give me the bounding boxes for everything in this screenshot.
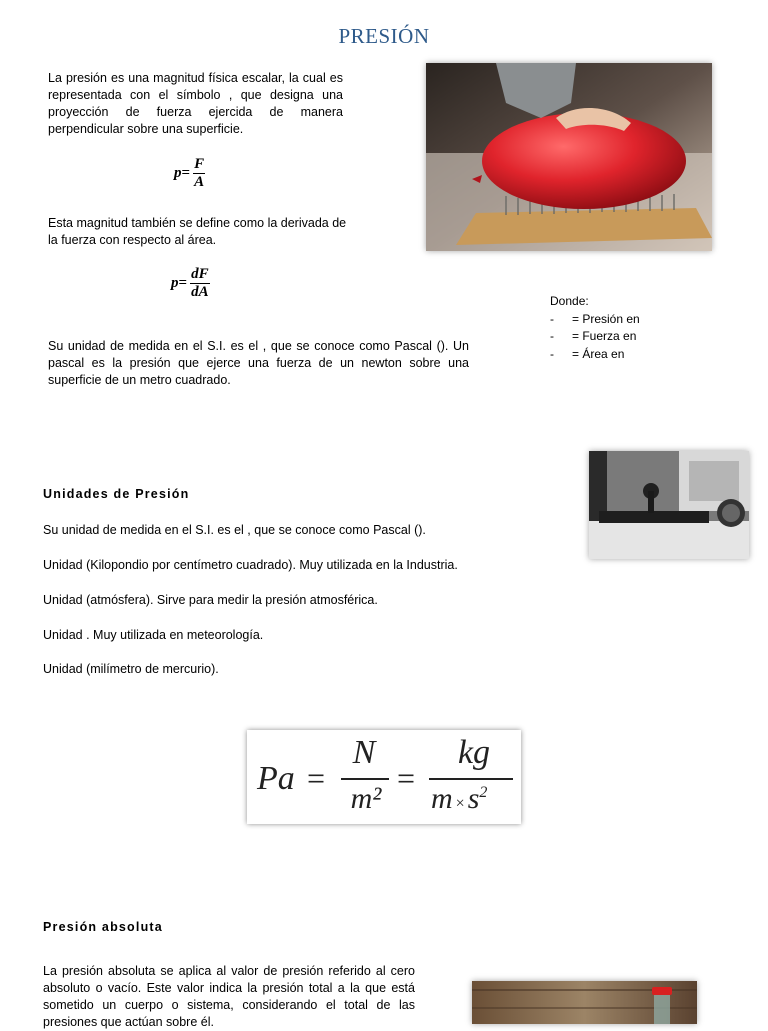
big-formula-bar1 [341, 778, 389, 780]
donde-item: - = Área en [550, 346, 625, 361]
unidades-line: Unidad (atmósfera). Sirve para medir la presión atmosférica. [43, 593, 378, 607]
absoluta-paragraph: La presión absoluta se aplica al valor de presión referido al cero absoluto o vacío. Este valor indica la presión total a la que está sometido un cuerpo o sistema, considerando el total de las presiones que actúan sobre él. [43, 964, 415, 1029]
big-formula-num2: kg [457, 734, 491, 771]
formula-denominator: dA [191, 284, 209, 300]
donde-item: - = Presión en [550, 311, 640, 326]
formula-p-f-over-a [174, 156, 205, 191]
intro-paragraph-1: La presión es una magnitud física escalar, la cual es representada con el símbolo , que designa una proyección de fuerza ejercida de manera perpendicular sobre una superficie. [48, 71, 343, 136]
big-formula-eq1: = [307, 760, 326, 796]
formula-numerator: F [194, 156, 205, 172]
section-heading-absoluta: Presión absoluta [43, 920, 163, 934]
big-formula-bar2 [429, 778, 513, 780]
pressure-valve-photo [589, 451, 749, 559]
bottle-photo [472, 981, 697, 1024]
unidades-line: Unidad . Muy utilizada en meteorología. [43, 628, 264, 642]
big-formula-den1: m² [350, 782, 382, 815]
intro-paragraph-2: Esta magnitud también se define como la derivada de la fuerza con respecto al área. [48, 216, 347, 247]
donde-item: - = Fuerza en [550, 329, 637, 343]
big-formula-num1: N [352, 734, 376, 771]
formula-eq: = [178, 275, 188, 291]
donde-label: Donde: [550, 294, 589, 308]
page-title: PRESIÓN [338, 24, 430, 48]
formula-lhs: p [174, 165, 182, 181]
unidades-line: Unidad (milímetro de mercurio). [43, 662, 219, 676]
formula-eq: = [181, 165, 191, 181]
big-formula-den2: $m \times s^2$ [431, 782, 488, 815]
intro-paragraph-3: Su unidad de medida en el S.I. es el , que se conoce como Pascal (). Un pascal es la presión que ejerce una fuerza de un newton sobre una superficie de un metro cuadrado. [48, 339, 469, 387]
formula-numerator: dF [191, 266, 209, 282]
donde-list [550, 293, 640, 363]
formula-denominator: A [194, 174, 205, 190]
big-formula-lhs: Pa [257, 760, 295, 797]
big-formula-eq2: = [397, 760, 416, 796]
unidades-line: Unidad (Kilopondio por centímetro cuadrado). Muy utilizada en la Industria. [43, 558, 458, 572]
formula-lhs: p [171, 275, 179, 291]
formula-p-df-over-da [171, 266, 210, 301]
section-heading-unidades: Unidades de Presión [43, 487, 190, 501]
balloon-on-nails-photo [426, 63, 712, 251]
unidades-line: Su unidad de medida en el S.I. es el , que se conoce como Pascal (). [43, 523, 426, 537]
pascal-formula-image [247, 730, 521, 824]
